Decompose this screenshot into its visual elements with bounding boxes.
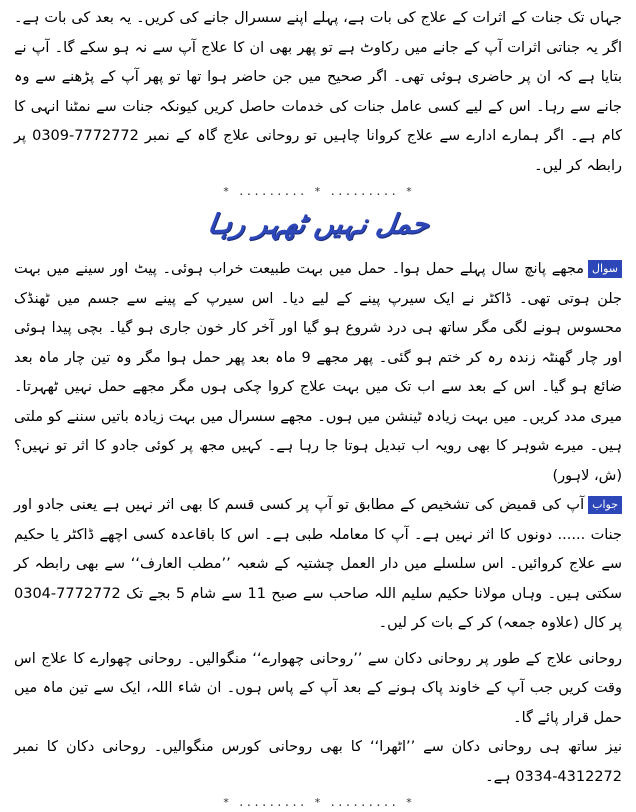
answer-paragraph xyxy=(14,491,622,639)
question-label: سوال xyxy=(588,260,622,278)
intro-paragraph: جہاں تک جنات کے اثرات کے علاج کی بات ہے، پہلے اپنے سسرال جانے کی کریں۔ یہ بعد کی بات ہے۔ اگر یہ جناتی اثرات آپ کے جانے میں رکاوٹ ہے تو پھر بھی ان کا علاج آپ سے نہ ہو سکے گا۔ آپ نے بتایا ہے کہ ان پر حاضری ہوئی تھی۔ اگر صحیح میں جن حاضر ہوا تھا تو پھر آپ کے پڑھنے سے وہ جانے سے رہا۔ اس کے لیے کسی عامل جنات کی خدمات حاصل کریں کیونکہ جنات سے نمٹنا انہی کا کام ہے۔ اگر ہمارے ادارے سے علاج کروانا چاہیں تو روحانی علاج گاہ کے نمبر 7772772-0309 پر رابطہ کر لیں۔ xyxy=(14,10,622,174)
article-title: حمل نہیں ٹھہر رہا xyxy=(205,209,431,240)
question-paragraph xyxy=(14,255,622,491)
article-title-wrap xyxy=(14,209,622,255)
remedy-paragraph: روحانی علاج کے طور پر روحانی دکان سے ’’روحانی چھوارے‘‘ منگوالیں۔ روحانی چھوارے کا علاج اس وقت کریں جب آپ کے خاوند پاک ہونے کے بعد آپ کے پاس ہوں۔ ان شاء اللہ، ایک سے تین ماہ میں حمل قرار پائے گا۔ xyxy=(14,650,622,726)
question-text: مجھے پانچ سال پہلے حمل ہوا۔ حمل میں بہت طبیعت خراب ہوئی۔ پیٹ اور سینے میں بہت جلن ہوتی تھی۔ ڈاکٹر نے ایک سیرپ پینے کے لیے دیا۔ اس سیرپ کے پینے سے جسم میں ٹھنڈک محسوس ہونے لگی مگر ساتھ ہی درد شروع ہو گیا اور آخر کار خون جاری ہو گیا۔ بچی پیدا ہوئی اور چار گھنٹہ زندہ رہ کر ختم ہو گئی۔ پھر مجھے 9 ماہ بعد پھر حمل ہوا مگر وہ تین چار ماہ بعد ضائع ہو گیا۔ اس کے بعد سے اب تک میں بہت علاج کروا چکی ہوں مگر مجھے حمل نہیں ٹھہرتا۔ میری مدد کریں۔ میں بہت زیادہ ٹینشن میں ہوں۔ مجھے سسرال میں بہت زیادہ باتیں سننے کو ملتی ہیں۔ میرے شوہر کا بھی رویہ اب تبدیل ہوتا جا رہا ہے۔ کہیں مجھ پر کوئی جادو کا اثر تو نہیں؟ (ش، لاہور) xyxy=(14,261,622,484)
closing-paragraph: نیز ساتھ ہی روحانی دکان سے ’’اٹھرا‘‘ کا بھی روحانی کورس منگوالیں۔ روحانی دکان کا نمبر 4312272-0334 ہے۔ xyxy=(14,739,622,785)
answer-label: جواب xyxy=(588,496,622,514)
bottom-divider: * ......... * ......... * xyxy=(222,796,414,809)
answer-text: آپ کی قمیض کی تشخیص کے مطابق تو آپ پر کسی قسم کا بھی اثر نہیں ہے یعنی جادو اور جنات ...... دونوں کا اثر نہیں ہے۔ آپ کا معاملہ طبی ہے۔ اس کا باقاعدہ کسی اچھے ڈاکٹر یا حکیم سے علاج کروائیں۔ اس سلسلے میں دار العمل چشتیہ کے شعبہ ’’مطب العارف‘‘ سے بھی رابطہ کر سکتی ہیں۔ وہاں مولانا حکیم سلیم اللہ صاحب سے صبح 11 سے شام 5 بجے تک 7772772-0304 پر کال (علاوہ جمعہ) کر کے بات کر لیں۔ xyxy=(14,497,623,631)
section-divider: * ......... * ......... * xyxy=(222,185,414,198)
